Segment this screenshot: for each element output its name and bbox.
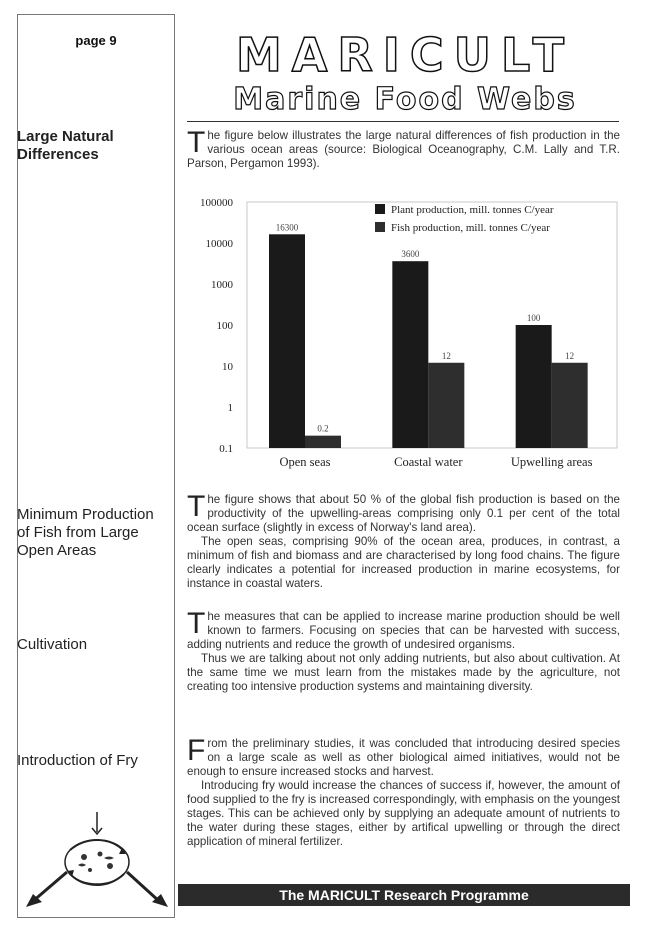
- legend-label: Plant production, mill. tonnes C/year: [391, 204, 554, 216]
- data-label: 16300: [275, 222, 299, 233]
- minimum-paragraph-1: he figure shows that about 50 % of the global fish production is based on the productivity of the upwelling-areas comprising only 0.1 per cent of the total ocean surface (slightly in excess of Norway's land area).: [187, 493, 620, 534]
- y-tick-label: 100: [216, 320, 233, 332]
- legend-swatch: [375, 204, 385, 214]
- minimum-production-section: [187, 490, 620, 591]
- cultivation-section: [187, 607, 620, 694]
- y-tick-label: 100000: [200, 197, 233, 209]
- data-label: 3600: [401, 249, 420, 260]
- bar: [305, 436, 341, 448]
- y-tick-label: 1: [227, 402, 233, 414]
- drop-cap: T: [187, 490, 206, 523]
- legend-label: Fish production, mill. tonnes C/year: [391, 222, 550, 234]
- fry-paragraph-2: Introducing fry would increase the chances of success if, however, the amount of food supplied to the fry is increased correspondingly, with emphasis on the youngest stages. This can be achieved only by supplying an adequate amount of nutrients to the water during these stages, either by artifical upwelling or through the direct application of mineral fertilizer.: [187, 779, 620, 848]
- intro-text: he figure below illustrates the large natural differences of fish production in the various ocean areas (source: Biological Oceanography, C.M. Lally and T.R. Parson, Pergamon 1993).: [187, 129, 620, 170]
- legend-swatch: [375, 222, 385, 232]
- maricult-cycle-logo-icon: [22, 810, 172, 910]
- y-tick-label: 1000: [211, 279, 233, 291]
- footer-banner: The MARICULT Research Programme: [178, 884, 630, 906]
- fry-paragraph-1: rom the preliminary studies, it was concluded that introducing desired species on a large scale as well as other biological aimed initiatives, would not be enough to ensure increased stocks and harvest.: [187, 737, 620, 778]
- page-number: page 9: [75, 33, 117, 48]
- sidebar-heading-large-differences: Large Natural Differences: [17, 128, 114, 163]
- data-label: 100: [526, 313, 541, 323]
- bar: [392, 261, 428, 448]
- bar: [428, 363, 464, 448]
- sidebar-heading-cultivation: Cultivation: [17, 636, 88, 653]
- page-title: MARICULT: [235, 28, 575, 82]
- y-tick-label: 0.1: [219, 443, 233, 455]
- minimum-paragraph-2: The open seas, comprising 90% of the ocean area, produces, in contrast, a minimum of fish and biomass and are characterised by long food chains. The figure clearly indicates a potential for increased production in marine ecosystems, for instance in coastal waters.: [187, 535, 620, 590]
- data-label: 0.2: [317, 423, 329, 434]
- cultivation-paragraph-1: he measures that can be applied to increase marine production should be well known to farmers. Focusing on species that can be harvested with success, adding nutrients and reduce the growth of undesired organisms.: [187, 610, 620, 651]
- cultivation-paragraph-2: Thus we are talking about not only adding nutrients, but also about cultivation. At the same time we must learn from the mistakes made by the agriculture, not creating too intensive production systems and maintaining diversity.: [187, 652, 620, 693]
- production-bar-chart: [187, 190, 620, 480]
- fry-section: [187, 734, 620, 849]
- bar: [269, 234, 305, 448]
- bar: [552, 363, 588, 448]
- drop-cap: T: [187, 607, 206, 640]
- y-tick-label: 10000: [205, 238, 233, 250]
- sidebar-heading-minimum-production: Minimum Production of Fish from Large Open Areas: [17, 506, 154, 559]
- y-tick-label: 10: [222, 361, 233, 373]
- category-label: Open seas: [279, 455, 331, 469]
- drop-cap: T: [187, 126, 206, 159]
- bar: [516, 325, 552, 448]
- page-subtitle: Marine Food Webs: [233, 82, 577, 117]
- sidebar-heading-introduction-of-fry: Introduction of Fry: [17, 752, 138, 769]
- category-label: Upwelling areas: [510, 455, 593, 469]
- title-rule: [187, 121, 619, 122]
- data-label: 12: [441, 350, 451, 361]
- data-label: 12: [565, 350, 575, 361]
- category-label: Coastal water: [394, 455, 463, 469]
- intro-paragraph: [187, 126, 620, 171]
- drop-cap: F: [187, 734, 206, 767]
